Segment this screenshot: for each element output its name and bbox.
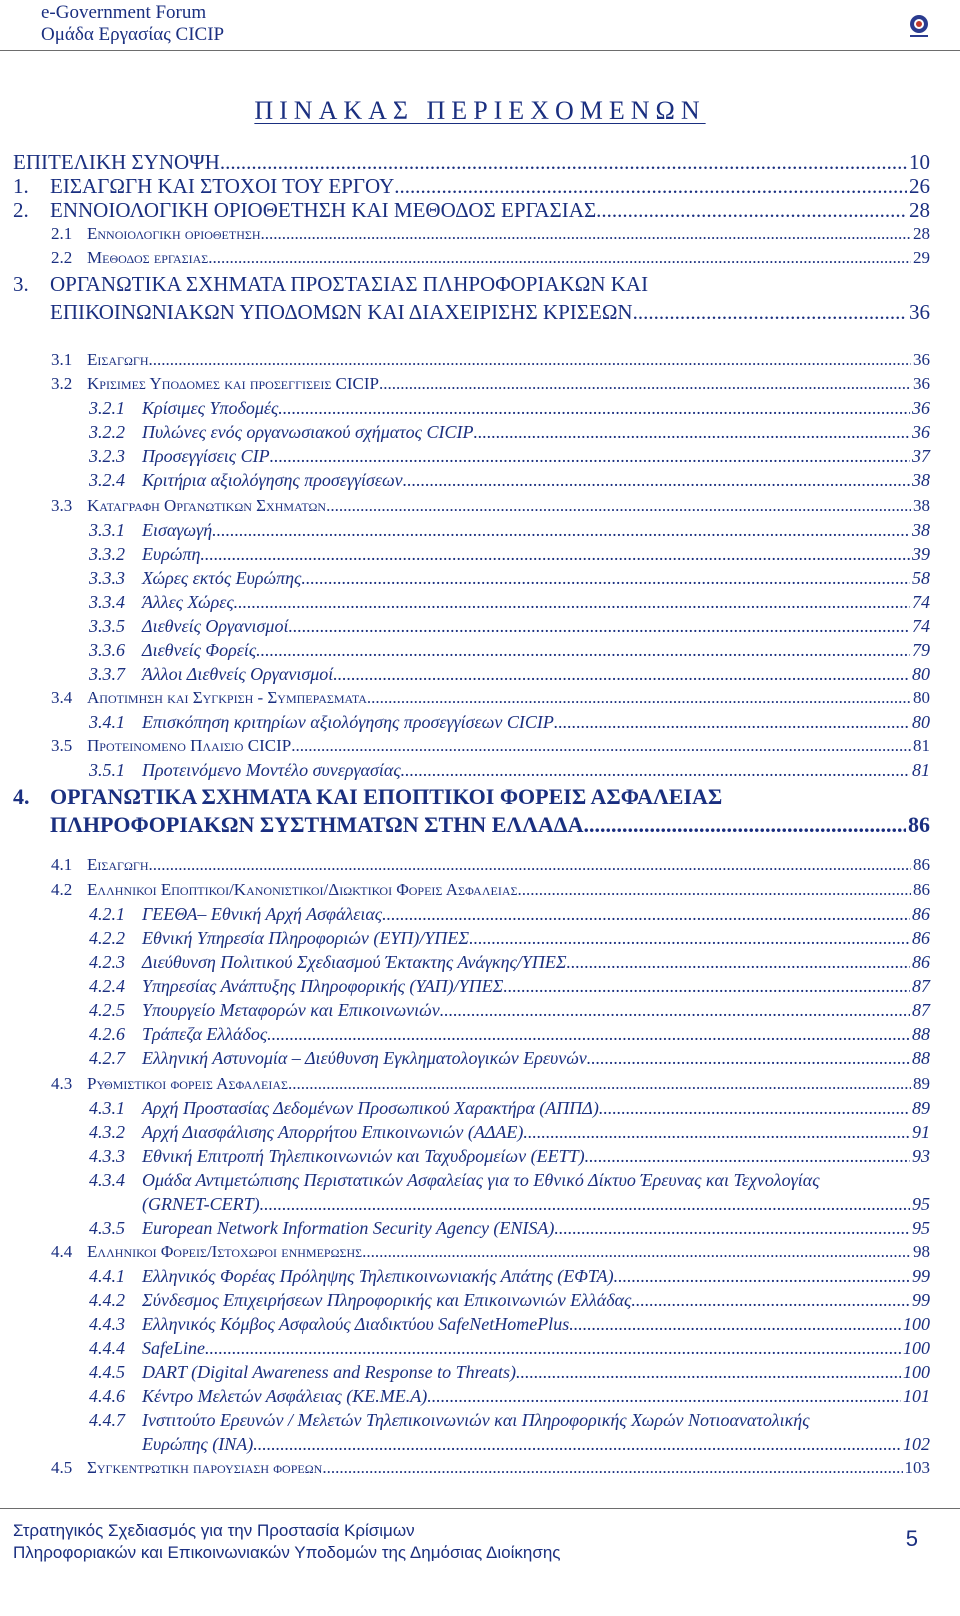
dot-leader — [288, 1074, 911, 1094]
toc-entry-number: 4.4.1 — [89, 1266, 125, 1286]
dot-leader — [301, 568, 910, 589]
toc-entry-number: 4.2.1 — [89, 904, 125, 924]
dot-leader — [403, 470, 910, 491]
page-number: 5 — [905, 1526, 918, 1551]
emblem-icon — [907, 12, 931, 40]
toc-entry-title: ΠΛΗΡΟΦΟΡΙΑΚΩΝ ΣΥΣΤΗΜΑΤΩΝ ΣΤΗΝ ΕΛΛΑΔΑ — [50, 812, 584, 837]
dot-leader — [394, 174, 907, 199]
toc-entry-number: 2.2 — [51, 248, 73, 267]
dot-leader — [367, 688, 911, 708]
toc-entry-number: 4.2.6 — [89, 1024, 125, 1044]
dot-leader — [631, 1290, 910, 1311]
toc-entry-number: 4.4.5 — [89, 1362, 125, 1382]
toc-entry-title: ΟΡΓΑΝΩΤΙΚΑ ΣΧΗΜΑΤΑ ΠΡΟΣΤΑΣΙΑΣ ΠΛΗΡΟΦΟΡΙΑΚΩΝ ΚΑΙ — [50, 272, 649, 296]
toc-entry-page: 36 — [913, 350, 930, 369]
header-divider — [0, 50, 960, 51]
toc-entry-number: 3.3.5 — [89, 616, 125, 636]
dot-leader — [267, 1024, 910, 1045]
toc-entry-page: 102 — [903, 1434, 930, 1454]
toc-entry-title: ΕΝΝΟΙΟΛΟΓΙΚΗ ΟΡΙΟΘΕΤΗΣΗ ΚΑΙ ΜΕΘΟΔΟΣ ΕΡΓΑΣΙΑΣ — [50, 198, 597, 222]
toc-entry-page: 87 — [912, 1000, 930, 1020]
toc-entry-number: 4.2 — [51, 880, 73, 899]
dot-leader — [401, 760, 910, 781]
toc-entry-title: ΕΙΣΑΓΩΓΗ ΚΑΙ ΣΤΟΧΟΙ ΤΟΥ ΕΡΓΟΥ — [50, 174, 395, 198]
toc-entry-page: 86 — [912, 928, 930, 948]
toc-entry-title: Κρισιμες Υποδομες και προσεγγισεις CICIP — [87, 374, 380, 393]
toc-entry-number: 4.3.5 — [89, 1218, 125, 1238]
page-footer — [13, 1520, 948, 1564]
dot-leader — [585, 1146, 910, 1167]
toc-entry-number: 4.3.2 — [89, 1122, 125, 1142]
dot-leader — [220, 150, 907, 175]
toc-entry-number: 3.1 — [51, 350, 73, 369]
toc-entry-page: 86 — [908, 812, 930, 837]
toc-entry-page: 88 — [912, 1024, 930, 1044]
toc-entry-number: 4.4.6 — [89, 1386, 125, 1406]
toc-entry-number: 4.4 — [51, 1242, 73, 1261]
toc-entry-page: 95 — [912, 1218, 930, 1238]
toc-entry-number: 4.4.3 — [89, 1314, 125, 1334]
toc-entry-page: 100 — [903, 1314, 930, 1334]
toc-entry-page: 98 — [913, 1242, 930, 1261]
toc-entry-page: 80 — [913, 688, 930, 707]
toc-entry-number: 4.4.4 — [89, 1338, 125, 1358]
toc-entry-title: Ελληνικός Κόμβος Ασφαλούς Διαδικτύου SafeNetHomePlus — [142, 1314, 570, 1334]
toc-entry-title: Καταγραφη Οργανωτικων Σχηματων — [87, 496, 327, 515]
dot-leader — [567, 952, 910, 973]
toc-entry-title: Κρίσιμες Υποδομές — [142, 398, 279, 418]
toc-entry-number: 4.3.3 — [89, 1146, 125, 1166]
dot-leader — [208, 248, 911, 268]
dot-leader — [362, 1242, 911, 1262]
toc-entry-number: 3.4.1 — [89, 712, 125, 732]
toc-entry-title: Ομάδα Αντιμετώπισης Περιστατικών Ασφαλείας για το Εθνικό Δίκτυο Έρευνας και Τεχνολογίας — [142, 1170, 820, 1190]
toc-entry-page: 80 — [912, 712, 930, 732]
dot-leader — [583, 812, 906, 838]
dot-leader — [379, 374, 911, 394]
toc-entry-number: 3.2.2 — [89, 422, 125, 442]
toc-entry-number: 4.2.3 — [89, 952, 125, 972]
toc-entry-page: 74 — [912, 592, 930, 612]
toc-entry-page: 28 — [909, 198, 930, 222]
dot-leader — [278, 398, 910, 419]
toc-entry-title: ΕΠΙΚΟΙΝΩΝΙΑΚΩΝ ΥΠΟΔΟΜΩΝ ΚΑΙ ΔΙΑΧΕΙΡΙΣΗΣ ΚΡΙΣΕΩΝ — [50, 300, 633, 324]
page-header — [41, 2, 931, 48]
toc-entry-number: 4.2.2 — [89, 928, 125, 948]
toc-entry-title: ΟΡΓΑΝΩΤΙΚΑ ΣΧΗΜΑΤΑ ΚΑΙ ΕΠΟΠΤΙΚΟΙ ΦΟΡΕΙΣ ΑΣΦΑΛΕΙΑΣ — [50, 784, 723, 809]
toc-entry-number: 4.3.4 — [89, 1170, 125, 1190]
toc-entry-title: Διεθνείς Φορείς — [142, 640, 257, 660]
toc-entry-number: 3.2.4 — [89, 470, 125, 490]
dot-leader — [291, 736, 911, 756]
dot-leader — [326, 496, 911, 516]
toc-entry-page: 86 — [912, 952, 930, 972]
toc-entry-number: 4.4.7 — [89, 1410, 125, 1430]
toc-entry-page: 101 — [903, 1386, 930, 1406]
toc-entry-title: Προτεινόμενο Μοντέλο συνεργασίας — [142, 760, 401, 780]
toc-entry-page: 86 — [912, 904, 930, 924]
toc-entry-page: 36 — [913, 374, 930, 393]
toc-entry-title: Εθνική Επιτροπή Τηλεπικοινωνιών και Ταχυδρομείων (ΕΕΤΤ) — [142, 1146, 585, 1166]
toc-entry-number: 3.3.7 — [89, 664, 125, 684]
toc-entry-title: Εθνική Υπηρεσία Πληροφοριών (ΕΥΠ)/ΥΠΕΣ — [142, 928, 470, 948]
toc-entry-title: ΕΠΙΤΕΛΙΚΗ ΣΥΝΟΨΗ — [13, 150, 220, 174]
toc-entry-title: Προτεινομενο Πλαισιο CICIP — [87, 736, 292, 755]
toc-entry-number: 3.2 — [51, 374, 73, 393]
toc-entry-title: Ευρώπη — [142, 544, 201, 564]
toc-entry-number: 3.5 — [51, 736, 73, 755]
toc-entry-title: Διεύθυνση Πολιτικού Σχεδιασμού Έκτακτης Ανάγκης/ΥΠΕΣ — [142, 952, 567, 972]
toc-entry-page: 99 — [912, 1290, 930, 1310]
toc-entry-page: 86 — [913, 880, 930, 899]
toc-entry-page: 100 — [903, 1338, 930, 1358]
header-group-name: Ομάδα Εργασίας CICIP — [41, 24, 225, 45]
dot-leader — [614, 1266, 910, 1287]
dot-leader — [469, 928, 910, 949]
toc-entry-number: 4.4.2 — [89, 1290, 125, 1310]
toc-entry-page: 91 — [912, 1122, 930, 1142]
dot-leader — [518, 880, 911, 900]
toc-entry-title: Εισαγωγη — [87, 350, 149, 369]
toc-entry-page: 81 — [913, 736, 930, 755]
toc-entry-page: 81 — [912, 760, 930, 780]
toc-entry-title: Άλλες Χώρες — [142, 592, 234, 612]
toc-entry-number: 3.3.3 — [89, 568, 125, 588]
toc-entry-title: Συγκεντρωτικη παρουσιαση φορεων — [87, 1458, 323, 1477]
toc-entry-page: 87 — [912, 976, 930, 996]
toc-entry-title: Τράπεζα Ελλάδος — [142, 1024, 268, 1044]
toc-entry-page: 79 — [912, 640, 930, 660]
toc-entry-title: Ελληνική Αστυνομία – Διεύθυνση Εγκληματολογικών Ερευνών — [142, 1048, 587, 1068]
toc-entry-number: 4.3.1 — [89, 1098, 125, 1118]
header-forum-name: e-Government Forum — [41, 2, 207, 23]
toc-entry-title: Ελληνικοι Φορεις/Ιστοχωροι ενημερωσης — [87, 1242, 363, 1261]
toc-entry-page: 89 — [913, 1074, 930, 1093]
toc-entry-number: 1. — [13, 174, 29, 198]
toc-entry-page: 37 — [912, 446, 930, 466]
footer-title-line2: Πληροφοριακών και Επικοινωνιακών Υποδομών της Δημόσιας Διοίκησης — [13, 1543, 561, 1562]
dot-leader — [503, 976, 910, 997]
toc-entry-page: 38 — [912, 470, 930, 490]
toc-entry-title: Μεθοδος εργασιας — [87, 248, 209, 267]
toc-entry-title: Ευρώπης (ΙΝΑ) — [142, 1434, 254, 1454]
dot-leader — [523, 1122, 910, 1143]
toc-entry-title: Αρχή Προστασίας Δεδομένων Προσωπικού Χαρακτήρα (ΑΠΠΔ) — [142, 1098, 599, 1118]
toc-entry-title: Αρχή Διασφάλισης Απορρήτου Επικοινωνιών (ΑΔΑΕ) — [142, 1122, 524, 1142]
dot-leader — [382, 904, 910, 925]
dot-leader — [288, 616, 910, 637]
toc-entry-number: 3.3.4 — [89, 592, 125, 612]
toc-entry-page: 103 — [904, 1458, 930, 1477]
dot-leader — [633, 300, 907, 325]
toc-entry-title: Ινστιτούτο Ερευνών / Μελετών Τηλεπικοινωνιών και Πληροφορικής Χωρών Νοτιοανατολικής — [142, 1410, 810, 1430]
toc-entry-title: Πυλώνες ενός οργανωσιακού σχήματος CICIP — [142, 422, 474, 442]
dot-leader — [554, 712, 910, 733]
footer-title-line1: Στρατηγικός Σχεδιασμός για την Προστασία Κρίσιμων — [13, 1521, 415, 1540]
dot-leader — [440, 1000, 910, 1021]
dot-leader — [427, 1386, 901, 1407]
dot-leader — [256, 640, 910, 661]
dot-leader — [149, 350, 912, 370]
toc-entry-title: (GRNET-CERT) — [142, 1194, 260, 1214]
toc-entry-title: European Network Information Security Agency (ENISA) — [142, 1218, 555, 1238]
toc-entry-page: 100 — [903, 1362, 930, 1382]
toc-entry-page: 74 — [912, 616, 930, 636]
toc-entry-title: SafeLine — [142, 1338, 205, 1358]
dot-leader — [516, 1362, 901, 1383]
toc-entry-number: 4.2.5 — [89, 1000, 125, 1020]
dot-leader — [270, 446, 910, 467]
dot-leader — [587, 1048, 910, 1069]
toc-entry-page: 36 — [912, 398, 930, 418]
toc-entry-number: 4.3 — [51, 1074, 73, 1093]
toc-entry-page: 38 — [913, 496, 930, 515]
toc-entry-title: Επισκόπηση κριτηρίων αξιολόγησης προσεγγίσεων CICIP — [142, 712, 554, 732]
toc-entry-number: 4.2.7 — [89, 1048, 125, 1068]
toc-entry-title: Άλλοι Διεθνείς Οργανισμοί — [142, 664, 334, 684]
toc-entry-number: 3.3.6 — [89, 640, 125, 660]
toc-entry-number: 3. — [13, 272, 29, 296]
dot-leader — [599, 1098, 910, 1119]
toc-title: ΠΙΝΑΚΑΣ ΠΕΡΙΕΧΟΜΕΝΩΝ — [254, 96, 706, 125]
toc-entry-title: Εννοιολογικη οριοθετηση — [87, 224, 261, 243]
toc-entry-title: Διεθνείς Οργανισμοί — [142, 616, 289, 636]
toc-entry-title: DART (Digital Awareness and Response to Threats) — [142, 1362, 517, 1382]
toc-entry-page: 39 — [912, 544, 930, 564]
toc-entry-title: Υπηρεσίας Ανάπτυξης Πληροφορικής (ΥΑΠ)/ΥΠΕΣ — [142, 976, 504, 996]
dot-leader — [569, 1314, 901, 1335]
toc-entry-page: 95 — [912, 1194, 930, 1214]
toc-entry-page: 38 — [912, 520, 930, 540]
dot-leader — [261, 224, 911, 244]
toc-entry-number: 3.4 — [51, 688, 73, 707]
dot-leader — [554, 1218, 910, 1239]
toc-entry-number: 2. — [13, 198, 29, 222]
toc-entry-page: 10 — [909, 150, 930, 174]
toc-entry-title: Προσεγγίσεις CIP — [142, 446, 270, 466]
dot-leader — [234, 592, 910, 613]
toc-entry-number: 4. — [13, 784, 30, 809]
toc-entry-number: 4.5 — [51, 1458, 73, 1477]
toc-entry-title: Εισαγωγή — [142, 520, 213, 540]
toc-entry-title: Ρυθμιστικοι φορεις Ασφαλειας — [87, 1074, 288, 1093]
footer-divider — [0, 1508, 960, 1509]
toc-entry-number: 4.2.4 — [89, 976, 125, 996]
toc-entry-page: 99 — [912, 1266, 930, 1286]
toc-entry-page: 58 — [912, 568, 930, 588]
toc-entry-number: 2.1 — [51, 224, 73, 243]
dot-leader — [205, 1338, 901, 1359]
toc-entry-page: 28 — [913, 224, 930, 243]
toc-entry-page: 89 — [912, 1098, 930, 1118]
toc-entry-title: Υπουργείο Μεταφορών και Επικοινωνιών — [142, 1000, 440, 1020]
toc-entry-number: 3.5.1 — [89, 760, 125, 780]
dot-leader — [473, 422, 910, 443]
toc-entry-title: Ελληνικός Φορέας Πρόληψης Τηλεπικοινωνιακής Απάτης (ΕΦΤΑ) — [142, 1266, 614, 1286]
toc-entry-page: 88 — [912, 1048, 930, 1068]
dot-leader — [253, 1434, 901, 1455]
dot-leader — [333, 664, 910, 685]
toc-entry-number: 3.2.3 — [89, 446, 125, 466]
toc-entry-page: 36 — [912, 422, 930, 442]
toc-entry-number: 3.2.1 — [89, 398, 125, 418]
toc-entry-title: Εισαγωγη — [87, 855, 149, 874]
toc-entry-page: 86 — [913, 855, 930, 874]
toc-entry-title: Κριτήρια αξιολόγησης προσεγγίσεων — [142, 470, 403, 490]
dot-leader — [200, 544, 910, 565]
toc-entry-title: Χώρες εκτός Ευρώπης — [142, 568, 302, 588]
toc-entry-number: 3.3.2 — [89, 544, 125, 564]
dot-leader — [596, 198, 907, 223]
toc-entry-number: 3.3.1 — [89, 520, 125, 540]
toc-entry-page: 36 — [909, 300, 930, 324]
toc-entry-number: 4.1 — [51, 855, 73, 874]
toc-entry-title: Ελληνικοι Εποπτικοι/Κανονιστικοι/Διωκτικοι Φορεις Ασφαλειας — [87, 880, 518, 899]
toc-entry-number: 3.3 — [51, 496, 73, 515]
dot-leader — [322, 1458, 902, 1478]
dot-leader — [260, 1194, 910, 1215]
toc-entry-title: Κέντρο Μελετών Ασφάλειας (ΚΕ.ΜΕ.Α) — [142, 1386, 428, 1406]
toc-entry-title: ΓΕΕΘΑ– Εθνική Αρχή Ασφάλειας — [142, 904, 383, 924]
toc-entry-title: Σύνδεσμος Επιχειρήσεων Πληροφορικής και Επικοινωνιών Ελλάδας — [142, 1290, 632, 1310]
toc-entry-page: 80 — [912, 664, 930, 684]
toc-entry-title: Αποτιμηση και Συγκριση - Συμπερασματα — [87, 688, 367, 707]
toc-entry-page: 29 — [913, 248, 930, 267]
toc-entry-page: 26 — [909, 174, 930, 198]
dot-leader — [212, 520, 910, 541]
dot-leader — [149, 855, 912, 875]
toc-entry-page: 93 — [912, 1146, 930, 1166]
